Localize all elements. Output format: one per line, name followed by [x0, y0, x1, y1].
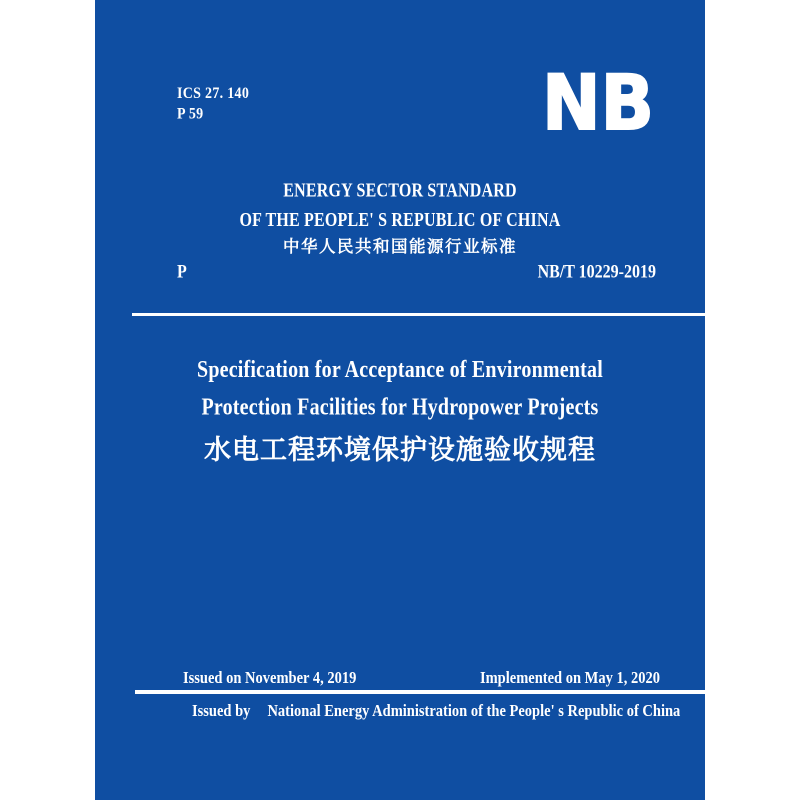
dates-row — [183, 669, 660, 689]
standard-cover — [95, 0, 705, 800]
standard-header-line1: ENERGY SECTOR STANDARD — [283, 180, 517, 202]
standard-number: NB/T 10229-2019 — [537, 262, 656, 283]
implemented-date: Implemented on May 1, 2020 — [479, 669, 660, 688]
issuer-name: National Energy Administration of the People' s Republic of China — [267, 702, 681, 721]
issued-by-label: Issued by — [192, 702, 251, 721]
nb-logo-text: NB — [542, 70, 654, 134]
title-block — [95, 352, 705, 467]
issuer-row — [192, 702, 681, 722]
header-divider-line — [132, 313, 705, 316]
footer-divider-line — [135, 690, 705, 694]
standard-code-row — [177, 262, 656, 284]
doc-class-code: P 59 — [177, 105, 204, 123]
title-english — [95, 352, 705, 426]
title-english-line2: Protection Facilities for Hydropower Projects — [201, 394, 599, 421]
standard-header-line2: OF THE PEOPLE' S REPUBLIC OF CHINA — [239, 209, 561, 231]
standard-header-chinese: 中华人民共和国能源行业标准 — [283, 238, 517, 256]
ics-code: ICS 27. 140 — [177, 85, 250, 103]
title-english-line1: Specification for Acceptance of Environmental — [197, 356, 603, 384]
nb-logo-icon — [541, 70, 655, 139]
standard-header-english — [95, 177, 705, 236]
title-chinese: 水电工程环境保护设施验收规程 — [204, 435, 596, 465]
issued-date: Issued on November 4, 2019 — [183, 669, 357, 688]
class-letter: P — [177, 262, 187, 283]
standard-header — [95, 177, 705, 257]
classification-codes — [177, 84, 249, 124]
